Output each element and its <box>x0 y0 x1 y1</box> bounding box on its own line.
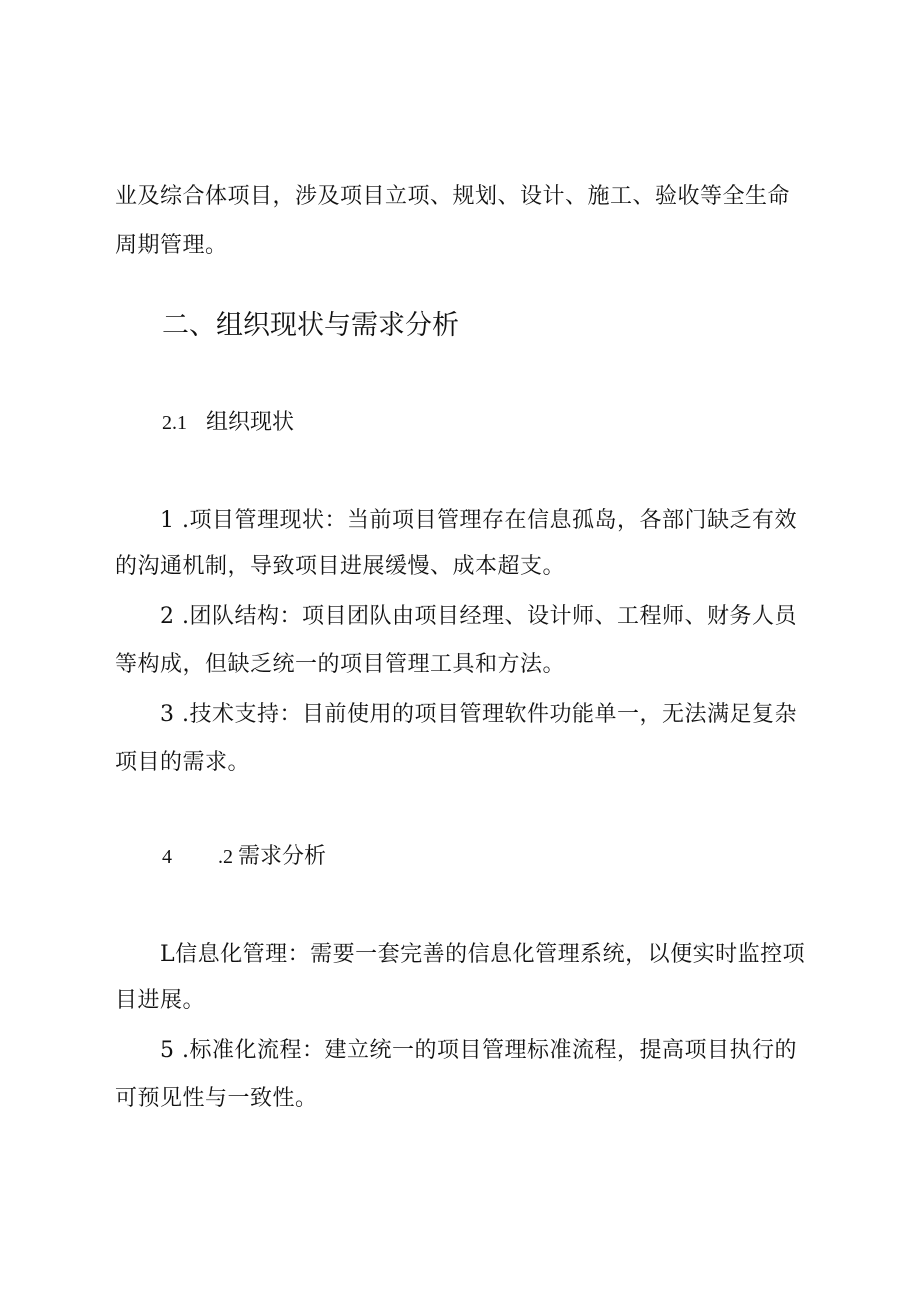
list-item-1-line-1: 1 .项目管理现状：当前项目管理存在信息孤岛，各部门缺乏有效 <box>160 508 797 533</box>
need-item-2-line-1: 5 .标准化流程：建立统一的项目管理标准流程，提高项目执行的 <box>160 1038 797 1063</box>
list-item-3-line-2: 项目的需求。 <box>115 750 251 775</box>
subsection-title: 组织现状 <box>206 410 295 435</box>
list-item-1-line-2: 的沟通机制，导致项目进展缓慢、成本超支。 <box>115 554 566 579</box>
list-item-2-line-1: 2 .团队结构：项目团队由项目经理、设计师、工程师、财务人员 <box>160 604 797 629</box>
subsection-title: 需求分析 <box>238 844 327 869</box>
section-title: 二、组织现状与需求分析 <box>162 310 459 341</box>
need-item-1-line-2: 目进展。 <box>115 988 206 1013</box>
intro-line-1: 业及综合体项目，涉及项目立项、规划、设计、施工、验收等全生命 <box>115 184 791 209</box>
subsection-number: 2.1 <box>162 412 187 434</box>
subsection-number-a: 4 <box>162 846 172 868</box>
intro-line-2: 周期管理。 <box>115 233 228 258</box>
subsection-number-b: .2 <box>218 846 233 868</box>
need-item-1-line-1: L信息化管理：需要一套完善的信息化管理系统，以便实时监控项 <box>160 942 806 967</box>
list-item-2-line-2: 等构成，但缺乏统一的项目管理工具和方法。 <box>115 652 566 677</box>
list-item-3-line-1: 3 .技术支持：目前使用的项目管理软件功能单一，无法满足复杂 <box>160 702 797 727</box>
need-item-2-line-2: 可预见性与一致性。 <box>115 1086 318 1111</box>
